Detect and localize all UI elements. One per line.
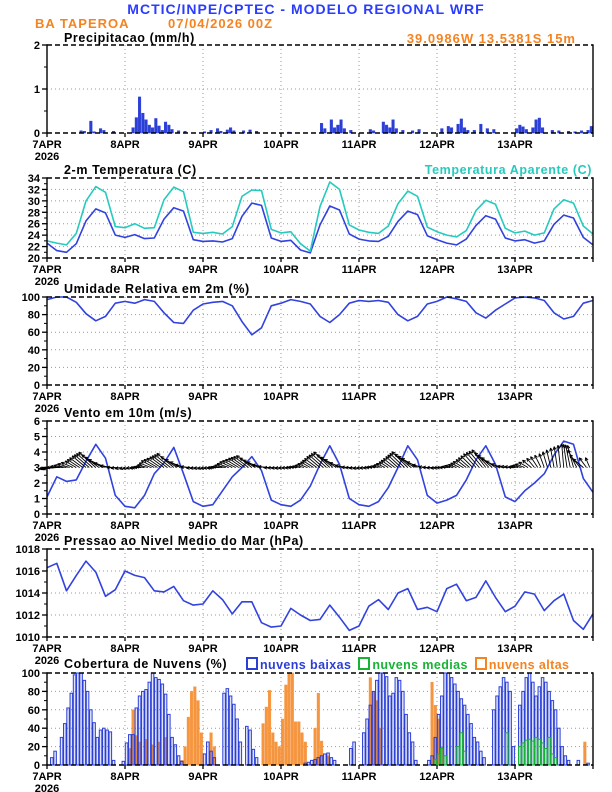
svg-text:24: 24 bbox=[27, 230, 40, 243]
svg-text:12APR: 12APR bbox=[419, 139, 455, 151]
location-coordinates-label: 39.0986W 13.5381S 15m bbox=[406, 31, 576, 46]
svg-text:8APR: 8APR bbox=[110, 391, 140, 403]
panel-title-temperature: 2-m Temperatura (C) bbox=[64, 163, 197, 177]
svg-text:11APR: 11APR bbox=[341, 520, 377, 532]
svg-text:0: 0 bbox=[33, 380, 40, 392]
svg-text:2026: 2026 bbox=[34, 276, 60, 288]
svg-text:3: 3 bbox=[33, 462, 40, 475]
svg-text:10APR: 10APR bbox=[263, 391, 299, 403]
svg-text:2026: 2026 bbox=[34, 403, 60, 415]
svg-text:9APR: 9APR bbox=[188, 520, 218, 532]
svg-text:13APR: 13APR bbox=[497, 643, 533, 655]
svg-text:7APR: 7APR bbox=[32, 643, 62, 655]
svg-text:10APR: 10APR bbox=[263, 520, 299, 532]
svg-text:2: 2 bbox=[33, 478, 40, 490]
page-title: MCTIC/INPE/CPTEC - MODELO REGIONAL WRF bbox=[127, 1, 485, 17]
svg-text:0: 0 bbox=[33, 509, 40, 521]
svg-text:10APR: 10APR bbox=[263, 643, 299, 655]
panel-title-humidity: Umidade Relativa em 2m (%) bbox=[64, 282, 250, 296]
svg-text:7APR: 7APR bbox=[32, 520, 62, 532]
legend-label-high-clouds: nuvens altas bbox=[488, 658, 570, 672]
svg-text:9APR: 9APR bbox=[188, 391, 218, 403]
svg-text:0: 0 bbox=[33, 760, 40, 772]
svg-text:11APR: 11APR bbox=[341, 643, 377, 655]
svg-text:2026: 2026 bbox=[34, 655, 60, 667]
svg-text:12APR: 12APR bbox=[419, 391, 455, 403]
svg-text:100: 100 bbox=[21, 668, 40, 680]
panel-title-wind: Vento em 10m (m/s) bbox=[64, 406, 193, 420]
svg-text:2: 2 bbox=[33, 40, 40, 52]
svg-text:2026: 2026 bbox=[34, 151, 60, 163]
svg-text:32: 32 bbox=[27, 184, 40, 197]
svg-text:1: 1 bbox=[33, 84, 40, 96]
panel-title-cloud-cover: Cobertura de Nuvens (%) bbox=[64, 657, 228, 671]
svg-text:1014: 1014 bbox=[15, 588, 40, 600]
svg-text:30: 30 bbox=[27, 195, 40, 208]
svg-text:10APR: 10APR bbox=[263, 264, 299, 276]
panel-title-pressure: Pressao ao Nivel Medio do Mar (hPa) bbox=[64, 534, 304, 548]
svg-text:12APR: 12APR bbox=[419, 643, 455, 655]
svg-text:10APR: 10APR bbox=[263, 139, 299, 151]
svg-text:13APR: 13APR bbox=[497, 391, 533, 403]
svg-text:8APR: 8APR bbox=[110, 264, 140, 276]
svg-text:60: 60 bbox=[27, 704, 40, 717]
panel-title-precipitation: Precipitacao (mm/h) bbox=[64, 31, 195, 45]
svg-text:7APR: 7APR bbox=[32, 139, 62, 151]
svg-text:20: 20 bbox=[27, 362, 40, 375]
svg-text:11APR: 11APR bbox=[341, 139, 377, 151]
run-datetime-label: 07/04/2026 00Z bbox=[168, 16, 274, 31]
svg-text:80: 80 bbox=[27, 309, 40, 322]
svg-text:7APR: 7APR bbox=[32, 264, 62, 276]
svg-text:12APR: 12APR bbox=[419, 771, 455, 783]
svg-text:13APR: 13APR bbox=[497, 520, 533, 532]
svg-text:20: 20 bbox=[27, 741, 40, 754]
legend-label-mid-clouds: nuvens medias bbox=[372, 658, 468, 672]
svg-text:5: 5 bbox=[33, 431, 40, 444]
svg-text:1: 1 bbox=[33, 493, 40, 506]
svg-text:40: 40 bbox=[27, 344, 40, 357]
svg-text:8APR: 8APR bbox=[110, 139, 140, 151]
svg-text:80: 80 bbox=[27, 686, 40, 699]
svg-text:6: 6 bbox=[33, 416, 40, 428]
svg-text:9APR: 9APR bbox=[188, 643, 218, 655]
svg-text:12APR: 12APR bbox=[419, 520, 455, 532]
svg-text:10APR: 10APR bbox=[263, 771, 299, 783]
svg-text:1010: 1010 bbox=[15, 632, 40, 644]
svg-text:20: 20 bbox=[27, 253, 40, 265]
svg-text:13APR: 13APR bbox=[497, 139, 533, 151]
svg-text:8APR: 8APR bbox=[110, 643, 140, 655]
svg-text:9APR: 9APR bbox=[188, 264, 218, 276]
svg-text:0: 0 bbox=[33, 128, 40, 140]
svg-text:13APR: 13APR bbox=[497, 771, 533, 783]
svg-text:1012: 1012 bbox=[15, 610, 40, 622]
svg-text:40: 40 bbox=[27, 723, 40, 736]
svg-text:22: 22 bbox=[27, 241, 40, 254]
svg-text:7APR: 7APR bbox=[32, 391, 62, 403]
svg-text:2026: 2026 bbox=[34, 532, 60, 544]
svg-text:8APR: 8APR bbox=[110, 771, 140, 783]
svg-text:26: 26 bbox=[27, 218, 40, 231]
svg-text:100: 100 bbox=[21, 292, 40, 304]
svg-text:28: 28 bbox=[27, 207, 40, 220]
svg-text:7APR: 7APR bbox=[32, 771, 62, 783]
svg-text:9APR: 9APR bbox=[188, 139, 218, 151]
station-label: BA TAPEROA bbox=[35, 16, 130, 31]
svg-text:1018: 1018 bbox=[15, 544, 40, 556]
svg-text:11APR: 11APR bbox=[341, 391, 377, 403]
svg-text:34: 34 bbox=[27, 173, 40, 185]
svg-text:8APR: 8APR bbox=[110, 520, 140, 532]
svg-text:2026: 2026 bbox=[34, 783, 60, 792]
legend-label-low-clouds: nuvens baixas bbox=[260, 658, 352, 672]
svg-text:1016: 1016 bbox=[15, 566, 40, 578]
panel-title-apparent-temperature: Temperatura Aparente (C) bbox=[424, 163, 592, 177]
svg-text:13APR: 13APR bbox=[497, 264, 533, 276]
svg-text:60: 60 bbox=[27, 327, 40, 340]
svg-text:4: 4 bbox=[33, 447, 40, 459]
svg-text:12APR: 12APR bbox=[419, 264, 455, 276]
svg-text:11APR: 11APR bbox=[341, 264, 377, 276]
svg-text:9APR: 9APR bbox=[188, 771, 218, 783]
svg-text:11APR: 11APR bbox=[341, 771, 377, 783]
